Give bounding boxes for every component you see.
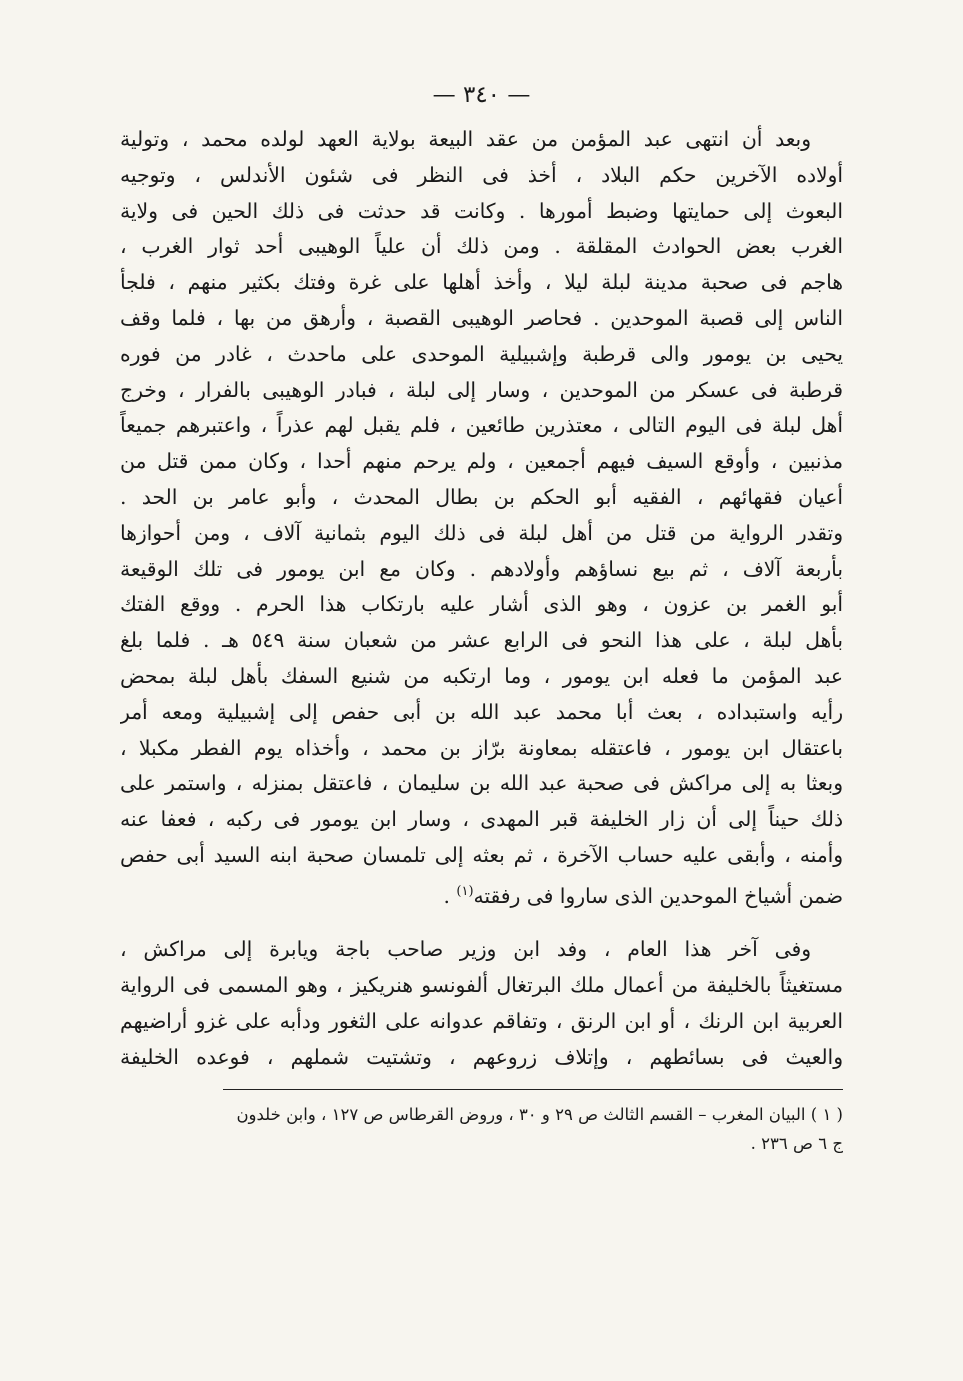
text-line: وأمنه ، وأبقى عليه حساب الآخرة ، ثم بعثه إلى تلمسان صحبة ابنه السيد أبى حفص [120,842,843,867]
page-number: — ٣٤٠ — [432,82,531,108]
footnote [120,1100,843,1158]
footnote-line: ج ٦ ص ٢٣٦ . [750,1134,843,1154]
text-line: ذلك حيناً إلى أن زار الخليفة قبر المهدى ، وسار ابن يومور فى ركبه ، فعفا عنه [120,807,843,832]
text-line: بأهل لبلة ، على هذا النحو فى الرابع عشر من شعبان سنة ٥٤٩ هـ . فلما بلغ [120,628,843,653]
text-line: عبد المؤمن ما فعله ابن يومور ، وما ارتكبه من شنيع السفك بأهل لبلة بمحض [120,663,843,688]
footnote-marker[interactable]: (١) [456,883,474,899]
footnote-divider [223,1089,843,1090]
text-line: البعوث إلى حمايتها وضبط أمورها . وكانت قد حدثت فى ذلك الحين فى ولاية [120,198,843,223]
text-line: قرطبة فى عسكر من الموحدين ، وسار إلى لبلة ، فبادر الوهيبى بالفرار ، وخرج [120,377,843,402]
sentence-end: . [443,883,457,908]
text-line: وبعد أن انتهى عبد المؤمن من عقد البيعة بولاية العهد لولده محمد ، وتولية [120,127,811,151]
text-line: أولاده الآخرين حكم البلاد ، أخذ فى النظر فى شئون الأندلس ، وتوجيه [120,162,843,187]
footnote-line: ( ١ ) البيان المغرب – القسم الثالث ص ٢٩ و ٣٠ ، وروض القرطاس ص ١٢٧ ، وابن خلدون [236,1105,843,1125]
text-line-last [120,874,843,915]
text-line: وفى آخر هذا العام ، وفد ابن وزير صاحب باجة ويابرة إلى مراكش ، [120,937,811,962]
text-line: رأيه واستبداده ، بعث أبا محمد عبد الله بن أبى حفص إلى إشبيلية ومعه أمر [120,699,843,724]
text-line: مذنبين ، وأوقع السيف فيهم أجمعين ، ولم يرحم منهم أحدا ، وكان ممن قتل من [120,449,843,474]
paragraph-2 [120,932,843,1075]
text-line: الغرب بعض الحوادث المقلقة . ومن ذلك أن علياً الوهيبى أحد ثوار الغرب ، [120,234,843,259]
text-line: يحيى بن يومور والى قرطبة وإشبيلية الموحدى على ماحدث ، غادر من فوره [120,341,843,366]
text-line: الناس إلى قصبة الموحدين . فحاصر الوهيبى القصبة ، وأرهق من بها ، فلما وقف [120,305,843,330]
text-line: بأربعة آلاف ، ثم بيع نساؤهم وأولادهم . وكان مع ابن يومور فى تلك الوقيعة [120,556,843,581]
text-line: أعيان فقهائهم ، الفقيه أبو الحكم بن بطال المحدث ، وأبو عامر بن الحد . [120,484,843,509]
text-line: وتقدر الرواية من قتل من أهل لبلة فى ذلك اليوم بثمانية آلاف ، ومن أحوازها [120,520,843,545]
text-line: أهل لبلة فى اليوم التالى ، معتذرين طائعين ، فلم يقبل لهم عذراً ، واعتبرهم جميعاً [120,413,843,438]
text-line-content: ضمن أشياخ الموحدين الذى ساروا فى رفقته [473,883,843,908]
text-line: مستغيثاً بالخليفة من أعمال ملك البرتغال ألفونسو هنريكيز ، وهو المسمى فى الرواية [120,973,843,998]
text-line: أبو الغمر بن عزون ، وهو الذى أشار عليه بارتكاب هذا الحرم . ووقع الفتك [120,592,843,617]
text-line: وبعثا به إلى مراكش فى صحبة عبد الله بن سليمان ، فاعتقل بمنزله ، واستمر على [120,771,843,796]
text-line: العربية ابن الرنك ، أو ابن الرنق ، وتفاقم عدوانه على الثغور ودأبه على غزو أراضيهم [120,1008,843,1033]
text-line: والعيث فى بسائطهم ، وإتلاف زروعهم ، وتشتيت شملهم ، فوعده الخليفة [120,1044,843,1069]
paragraph-1 [120,122,843,914]
text-line: باعتقال ابن يومور ، فاعتقله بمعاونة برّاز بن محمد ، وأخذاه يوم الفطر مكبلا ، [120,735,843,760]
text-line: هاجم فى صحبة مدينة لبلة ليلا ، وأخذ أهلها على غرة وفتك بكثير منهم ، فلجأ [120,270,843,295]
